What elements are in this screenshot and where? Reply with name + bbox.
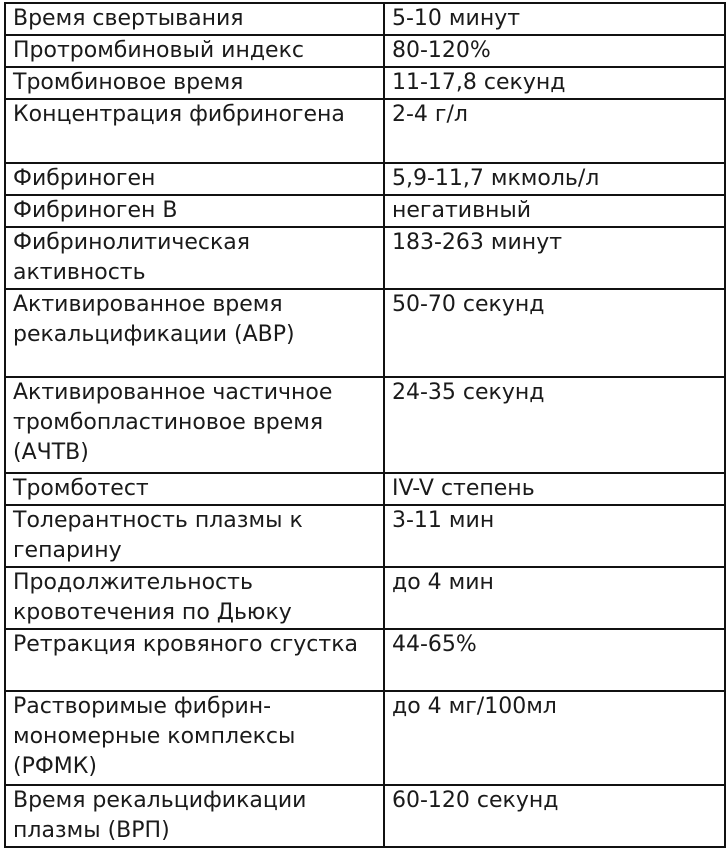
table-row	[5, 567, 725, 629]
table-row	[5, 629, 725, 691]
parameter-value: 80-120%	[384, 35, 725, 67]
parameter-value: до 4 мг/100мл	[384, 691, 725, 785]
parameter-value: 2-4 г/л	[384, 99, 725, 163]
parameter-value: негативный	[384, 195, 725, 227]
parameter-name: Фибриноген В	[5, 195, 384, 227]
table-row	[5, 67, 725, 99]
parameter-value: IV-V степень	[384, 473, 725, 505]
parameter-name: Активированное частичное тромбопластиновое время (АЧТВ)	[5, 377, 384, 473]
parameter-name: Активированное время рекальцификации (АВР)	[5, 289, 384, 377]
table-row	[5, 99, 725, 163]
parameter-value: 5-10 минут	[384, 3, 725, 35]
parameter-name: Толерантность плазмы к гепарину	[5, 505, 384, 567]
parameter-value: 60-120 секунд	[384, 785, 725, 847]
table-row	[5, 3, 725, 35]
parameter-value: 24-35 секунд	[384, 377, 725, 473]
table-row	[5, 195, 725, 227]
table-row	[5, 227, 725, 289]
parameter-value: 11-17,8 секунд	[384, 67, 725, 99]
parameter-value: до 4 мин	[384, 567, 725, 629]
parameter-name: Тромбиновое время	[5, 67, 384, 99]
parameter-name: Продолжительность кровотечения по Дьюку	[5, 567, 384, 629]
table-row	[5, 377, 725, 473]
table-row	[5, 473, 725, 505]
parameter-value: 44-65%	[384, 629, 725, 691]
table-row	[5, 163, 725, 195]
parameter-name: Время свертывания	[5, 3, 384, 35]
parameter-name: Тромботест	[5, 473, 384, 505]
table-row	[5, 785, 725, 847]
parameter-name: Концентрация фибриногена	[5, 99, 384, 163]
parameter-value: 183-263 минут	[384, 227, 725, 289]
table-row	[5, 289, 725, 377]
table-row	[5, 691, 725, 785]
parameter-value: 50-70 секунд	[384, 289, 725, 377]
table-row	[5, 35, 725, 67]
parameter-name: Фибриноген	[5, 163, 384, 195]
table-row	[5, 505, 725, 567]
parameter-name: Время рекальцификации плазмы (ВРП)	[5, 785, 384, 847]
parameter-name: Ретракция кровяного сгустка	[5, 629, 384, 691]
parameter-value: 3-11 мин	[384, 505, 725, 567]
parameter-name: Протромбиновый индекс	[5, 35, 384, 67]
coagulation-norms-table	[4, 2, 726, 848]
parameter-value: 5,9-11,7 мкмоль/л	[384, 163, 725, 195]
parameter-name: Фибринолитическая активность	[5, 227, 384, 289]
parameter-name: Растворимые фибрин-мономерные комплексы (РФМК)	[5, 691, 384, 785]
